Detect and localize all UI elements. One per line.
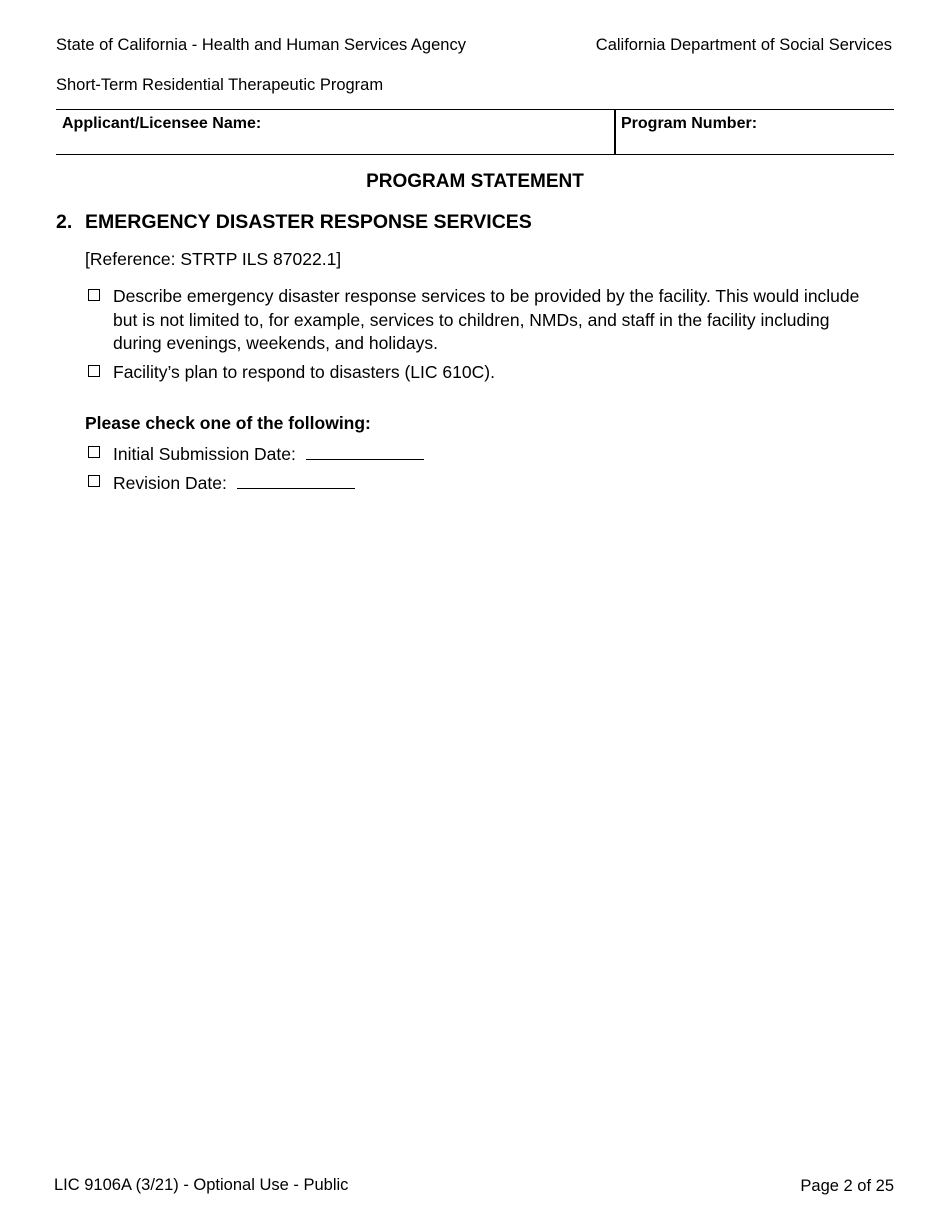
section-number: 2. (56, 211, 73, 233)
checkbox-revision[interactable] (88, 475, 100, 487)
initial-submission-date-field[interactable] (306, 442, 424, 460)
reference-text: [Reference: STRTP ILS 87022.1] (85, 249, 342, 269)
agency-name: State of California - Health and Human Services Agency (56, 36, 466, 54)
revision-date-label: Revision Date: (113, 473, 227, 493)
checklist-item-disaster-plan: Facility’s plan to respond to disasters (LIC 610C). (113, 362, 495, 382)
table-divider (614, 110, 616, 154)
page-title: PROGRAM STATEMENT (366, 171, 584, 192)
revision-row (113, 471, 355, 496)
program-name: Short-Term Residential Therapeutic Program (56, 76, 384, 94)
checkbox-initial-submission[interactable] (88, 446, 100, 458)
initial-submission-label: Initial Submission Date: (113, 444, 296, 464)
form-identifier: LIC 9106A (3/21) - Optional Use - Public (54, 1176, 349, 1194)
checkbox-disaster-plan[interactable] (88, 365, 100, 377)
page-number: Page 2 of 25 (800, 1177, 894, 1195)
checklist-item-services: Describe emergency disaster response services to be provided by the facility. This would include but is not limited to, for example, services to children, NMDs, and staff in the facility including during evenings, weekends, and holidays. (113, 286, 860, 353)
program-number-label: Program Number: (621, 115, 758, 132)
checkbox-services[interactable] (88, 289, 100, 301)
applicant-info-table (56, 109, 894, 155)
initial-submission-row (113, 442, 424, 467)
section-heading: EMERGENCY DISASTER RESPONSE SERVICES (85, 211, 532, 233)
check-one-prompt: Please check one of the following: (85, 413, 371, 433)
revision-date-field[interactable] (237, 471, 355, 489)
applicant-name-label: Applicant/Licensee Name: (62, 115, 262, 132)
department-name: California Department of Social Services (595, 36, 892, 54)
